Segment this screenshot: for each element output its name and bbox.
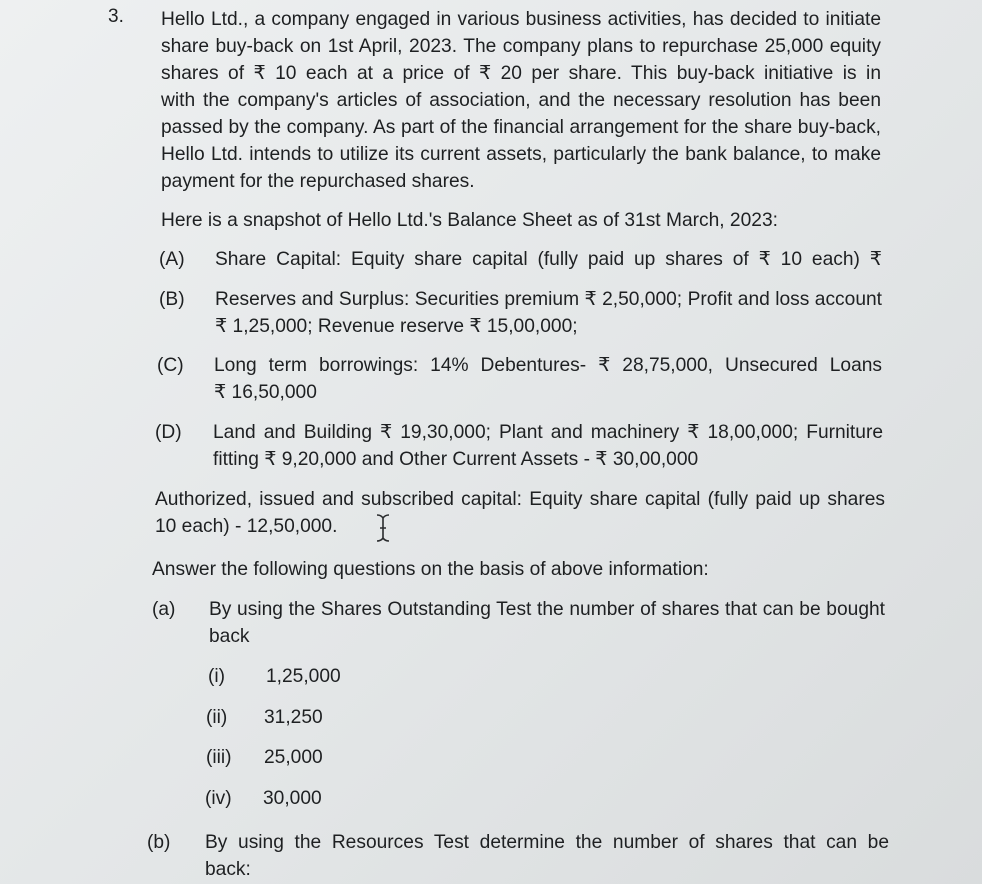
snapshot-intro xyxy=(161,207,881,234)
option-roman: (ii) xyxy=(206,707,228,728)
subq-line: By using the Resources Test determine the number of shares that can be xyxy=(205,832,889,853)
subq-a-text xyxy=(209,596,885,650)
item-label-a: (A) xyxy=(159,249,185,270)
subq-b-text xyxy=(205,829,889,883)
item-label-d: (D) xyxy=(155,422,182,443)
item-label-b: (B) xyxy=(159,289,185,310)
option-value: 31,250 xyxy=(264,707,323,728)
intro-line: passed by the company. As part of the financial arrangement for the share buy-back, xyxy=(161,117,881,138)
option-iii[interactable] xyxy=(206,744,323,771)
item-line: Land and Building ₹ 19,30,000; Plant and machinery ₹ 18,00,000; Furniture xyxy=(213,422,883,443)
option-roman: (i) xyxy=(208,666,226,687)
intro-line: share buy-back on 1st April, 2023. The company plans to repurchase 25,000 equity xyxy=(161,36,881,57)
item-line: fitting ₹ 9,20,000 and Other Current Assets - ₹ 30,00,000 xyxy=(213,449,699,470)
option-ii[interactable] xyxy=(206,704,323,731)
item-line: ₹ 16,50,000 xyxy=(214,382,317,403)
snapshot-intro-text: Here is a snapshot of Hello Ltd.'s Balance Sheet as of 31st March, 2023: xyxy=(161,210,778,231)
authorized-line: Authorized, issued and subscribed capital: Equity share capital (fully paid up shares xyxy=(155,489,885,510)
item-c-text xyxy=(214,352,882,406)
option-roman: (iii) xyxy=(206,747,232,768)
item-line: ₹ 1,25,000; Revenue reserve ₹ 15,00,000; xyxy=(215,316,578,337)
intro-line: with the company's articles of association, and the necessary resolution has been xyxy=(161,90,881,111)
item-b-text xyxy=(215,286,882,340)
option-i[interactable] xyxy=(208,663,341,690)
subq-line: back: xyxy=(205,859,251,880)
option-value: 30,000 xyxy=(263,788,322,809)
intro-line: shares of ₹ 10 each at a price of ₹ 20 per share. This buy-back initiative is in xyxy=(161,63,881,84)
intro-line: Hello Ltd. intends to utilize its current assets, particularly the bank balance, to make xyxy=(161,144,881,165)
question-number: 3. xyxy=(108,6,124,27)
item-line: Reserves and Surplus: Securities premium ₹ 2,50,000; Profit and loss account xyxy=(215,289,882,310)
item-line: Long term borrowings: 14% Debentures- ₹ 28,75,000, Unsecured Loans xyxy=(214,355,882,376)
authorized-line: 10 each) - 12,50,000. xyxy=(155,516,338,537)
subq-label-b: (b) xyxy=(147,832,171,853)
instruction-text: Answer the following questions on the basis of above information: xyxy=(152,559,709,580)
option-roman: (iv) xyxy=(205,788,232,809)
item-line: Share Capital: Equity share capital (fully paid up shares of ₹ 10 each) ₹ xyxy=(215,249,882,270)
intro-line: payment for the repurchased shares. xyxy=(161,171,475,192)
text-cursor-icon xyxy=(374,513,392,543)
option-value: 25,000 xyxy=(264,747,323,768)
item-d-text xyxy=(213,419,883,473)
item-a-text xyxy=(215,246,882,273)
subq-label-a: (a) xyxy=(152,599,176,620)
subq-line: By using the Shares Outstanding Test the number of shares that can be bought xyxy=(209,599,885,620)
subq-line: back xyxy=(209,626,250,647)
instruction xyxy=(152,556,882,583)
intro-paragraph xyxy=(161,6,881,195)
option-value: 1,25,000 xyxy=(266,666,341,687)
intro-line: Hello Ltd., a company engaged in various business activities, has decided to initiate xyxy=(161,9,881,30)
item-label-c: (C) xyxy=(157,355,184,376)
option-iv[interactable] xyxy=(205,785,322,812)
authorized-capital xyxy=(155,486,885,540)
